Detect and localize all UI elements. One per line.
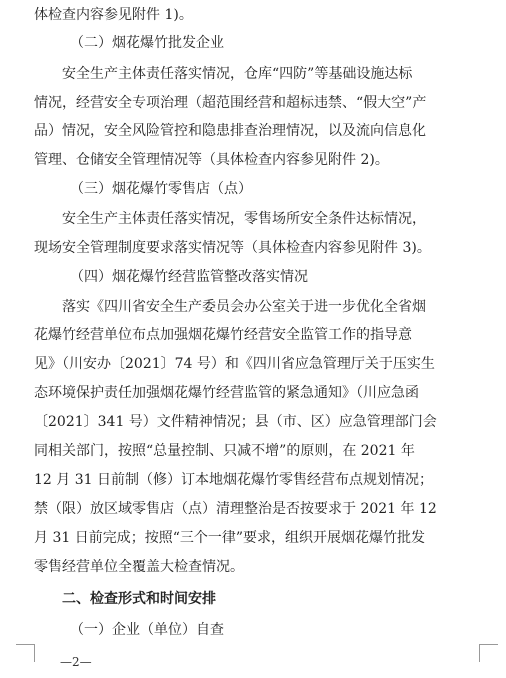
text-line: 同相关部门，按照“总量控制、只减不增”的原则，在 2021 年 [34,443,415,459]
text-line: 零售经营单位全覆盖大检查情况。 [34,559,244,575]
text-line: 现场安全管理制度要求落实情况等（具体检查内容参见附件 3)。 [34,240,431,256]
section-heading-bold: 二、检查形式和时间安排 [62,591,216,607]
crop-mark [479,644,498,645]
text-line: 落实《四川省安全生产委员会办公室关于进一步优化全省烟 [62,299,426,315]
text-line: 体检查内容参见附件 1)。 [34,7,193,23]
text-line: 管理、仓储安全管理情况等（具体检查内容参见附件 2)。 [34,152,389,168]
text-line: 12 月 31 日前制（修）订本地烟花爆竹零售经营布点规划情况； [34,472,433,488]
crop-mark [16,644,35,645]
section-heading: （四）烟花爆竹经营监管整改落实情况 [70,269,308,285]
text-line: 花爆竹经营单位布点加强烟花爆竹经营安全监管工作的指导意 [34,327,412,343]
text-line: 月 31 日前完成；按照“三个一律”要求，组织开展烟花爆竹批发 [34,530,426,546]
text-line: 安全生产主体责任落实情况，零售场所安全条件达标情况， [62,211,426,227]
section-heading: （一）企业（单位）自查 [70,622,224,638]
section-heading: （三）烟花爆竹零售店（点） [70,181,252,197]
text-line: 〔2021〕341 号）文件精神情况；县（市、区）应急管理部门会 [34,414,437,430]
text-line: 品）情况，安全风险管控和隐患排查治理情况，以及流向信息化 [34,123,426,139]
text-line: 见》（川安办〔2021〕74 号）和《四川省应急管理厅关于压实生 [34,356,435,372]
text-line: 安全生产主体责任落实情况，仓库“四防”等基础设施达标 [62,66,413,82]
text-line: 态环境保护责任加强烟花爆竹经营监管的紧急通知》（川应急函 [34,385,419,401]
page-number: —2— [60,655,92,669]
text-line: 禁（限）放区域零售店（点）清理整治是否按要求于 2021 年 12 [34,501,437,517]
text-line: 情况，经营安全专项治理（超范围经营和超标违禁、“假大空”产 [34,95,427,111]
crop-mark [479,644,480,662]
crop-mark [34,644,35,662]
section-heading: （二）烟花爆竹批发企业 [70,35,224,51]
